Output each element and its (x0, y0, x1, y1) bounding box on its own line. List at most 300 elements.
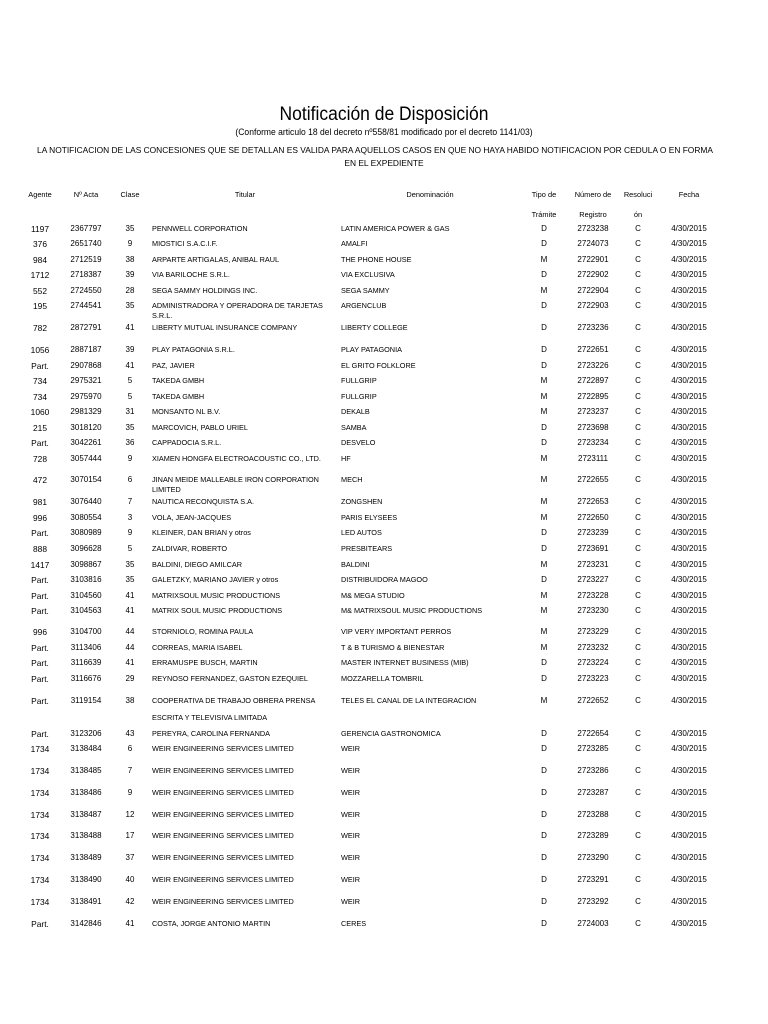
row-agente: 1734 (30, 744, 50, 754)
row-denominacion: THE PHONE HOUSE (341, 255, 412, 264)
row-acta: 3057444 (70, 454, 102, 463)
row-agente: 1060 (30, 407, 50, 417)
row-denominacion: LATIN AMERICA POWER & GAS (341, 224, 450, 233)
notice-text: LA NOTIFICACION DE LAS CONCESIONES QUE SE DETALLAN ES VALIDA PARA AQUELLOS CASOS EN QUE NO HAYA HABIDO NOTIFICACION POR CEDULA O EN FORMA (37, 145, 713, 155)
row-registro: 2724073 (577, 239, 609, 248)
row-resolucion: C (635, 544, 641, 553)
row-agente: 376 (33, 239, 47, 249)
row-resolucion: C (635, 255, 641, 264)
row-resolucion: C (635, 407, 641, 416)
row-tipo: D (541, 897, 547, 906)
row-denominacion: GERENCIA GASTRONOMICA (341, 729, 441, 738)
row-agente: 1734 (30, 788, 50, 798)
row-resolucion: C (635, 286, 641, 295)
row-fecha: 4/30/2015 (671, 643, 707, 652)
row-denominacion: MOZZARELLA TOMBRIL (341, 674, 424, 683)
row-registro: 2722654 (577, 729, 609, 738)
row-acta: 3119154 (70, 696, 102, 705)
row-tipo: D (541, 361, 547, 370)
row-agente: Part. (31, 643, 49, 653)
row-resolucion: C (635, 810, 641, 819)
row-clase: 35 (125, 301, 135, 310)
row-titular: WEIR ENGINEERING SERVICES LIMITED (152, 853, 294, 862)
row-fecha: 4/30/2015 (671, 897, 707, 906)
row-agente: Part. (31, 528, 49, 538)
col-header-titular: Titular (234, 190, 256, 199)
row-resolucion: C (635, 627, 641, 636)
row-resolucion: C (635, 643, 641, 652)
row-resolucion: C (635, 919, 641, 928)
row-titular: GALETZKY, MARIANO JAVIER y otros (152, 575, 279, 584)
row-resolucion: C (635, 475, 641, 484)
row-fecha: 4/30/2015 (671, 810, 707, 819)
row-registro: 2723238 (577, 224, 609, 233)
row-registro: 2723236 (577, 323, 609, 332)
col-header-resolucion: Resoluci (623, 190, 653, 199)
row-denominacion: FULLGRIP (341, 376, 377, 385)
row-fecha: 4/30/2015 (671, 919, 707, 928)
row-registro: 2723227 (577, 575, 609, 584)
row-acta: 3138488 (70, 831, 102, 840)
row-titular: MONSANTO NL B.V. (152, 407, 221, 416)
row-registro: 2722652 (577, 696, 609, 705)
row-agente: 195 (33, 301, 47, 311)
row-tipo: D (541, 810, 547, 819)
row-registro: 2723698 (577, 423, 609, 432)
row-tipo: M (540, 497, 548, 506)
row-resolucion: C (635, 513, 641, 522)
row-clase: 35 (125, 423, 135, 432)
row-registro: 2723290 (577, 853, 609, 862)
row-denominacion: AMALFI (341, 239, 368, 248)
row-acta: 3138487 (70, 810, 102, 819)
row-tipo: D (541, 239, 547, 248)
row-titular: PAZ, JAVIER (152, 361, 195, 370)
row-fecha: 4/30/2015 (671, 423, 707, 432)
row-clase: 29 (125, 674, 135, 683)
row-tipo: M (540, 627, 548, 636)
row-clase: 3 (127, 513, 133, 522)
row-tipo: M (540, 591, 548, 600)
row-tipo: M (540, 286, 548, 295)
row-acta: 3098867 (70, 560, 102, 569)
row-fecha: 4/30/2015 (671, 606, 707, 615)
row-agente: Part. (31, 729, 49, 739)
row-acta: 2367797 (70, 224, 102, 233)
col-header-fecha: Fecha (678, 190, 700, 199)
row-denominacion: PRESBITEARS (341, 544, 393, 553)
row-clase: 5 (127, 544, 133, 553)
row-denominacion: FULLGRIP (341, 392, 377, 401)
row-clase: 39 (125, 345, 135, 354)
row-titular: MATRIXSOUL MUSIC PRODUCTIONS (152, 591, 281, 600)
row-tipo: M (540, 513, 548, 522)
row-titular: JINAN MEIDE MALLEABLE IRON CORPORATION LIMITED (152, 475, 319, 494)
row-fecha: 4/30/2015 (671, 475, 707, 484)
row-titular-cont: ESCRITA Y TELEVISIVA LIMITADA (152, 713, 268, 722)
row-agente: Part. (31, 674, 49, 684)
row-clase: 35 (125, 560, 135, 569)
row-acta: 3138485 (70, 766, 102, 775)
row-denominacion: M& MEGA STUDIO (341, 591, 405, 600)
row-tipo: M (540, 475, 548, 484)
row-denominacion: WEIR (341, 897, 361, 906)
row-tipo: D (541, 438, 547, 447)
row-fecha: 4/30/2015 (671, 376, 707, 385)
row-registro: 2723239 (577, 528, 609, 537)
row-clase: 41 (125, 606, 135, 615)
row-resolucion: C (635, 454, 641, 463)
row-clase: 41 (125, 591, 135, 600)
row-titular: ERRAMUSPE BUSCH, MARTIN (152, 658, 258, 667)
row-clase: 44 (125, 627, 135, 636)
row-resolucion: C (635, 301, 641, 310)
row-denominacion: VIP VERY IMPORTANT PERROS (341, 627, 452, 636)
row-agente: 1734 (30, 853, 50, 863)
row-registro: 2723228 (577, 591, 609, 600)
row-fecha: 4/30/2015 (671, 788, 707, 797)
row-tipo: M (540, 392, 548, 401)
row-titular: BALDINI, DIEGO AMILCAR (152, 560, 243, 569)
row-tipo: D (541, 423, 547, 432)
row-fecha: 4/30/2015 (671, 831, 707, 840)
row-titular: ARPARTE ARTIGALAS, ANIBAL RAUL (152, 255, 280, 264)
row-clase: 35 (125, 575, 135, 584)
row-registro: 2723226 (577, 361, 609, 370)
row-fecha: 4/30/2015 (671, 392, 707, 401)
row-tipo: D (541, 744, 547, 753)
row-clase: 5 (127, 376, 133, 385)
row-acta: 3142846 (70, 919, 102, 928)
row-registro: 2723691 (577, 544, 609, 553)
row-denominacion: DEKALB (341, 407, 370, 416)
row-fecha: 4/30/2015 (671, 674, 707, 683)
row-agente: Part. (31, 575, 49, 585)
row-agente: Part. (31, 606, 49, 616)
row-tipo: D (541, 831, 547, 840)
row-registro: 2723292 (577, 897, 609, 906)
row-titular: WEIR ENGINEERING SERVICES LIMITED (152, 744, 294, 753)
row-clase: 28 (125, 286, 135, 295)
row-tipo: M (540, 407, 548, 416)
row-titular: WEIR ENGINEERING SERVICES LIMITED (152, 766, 294, 775)
row-agente: Part. (31, 438, 49, 448)
row-agente: 782 (33, 323, 47, 333)
row-resolucion: C (635, 853, 641, 862)
row-titular: CAPPADOCIA S.R.L. (152, 438, 222, 447)
row-acta: 2975321 (70, 376, 102, 385)
row-titular: WEIR ENGINEERING SERVICES LIMITED (152, 810, 294, 819)
row-resolucion: C (635, 658, 641, 667)
row-fecha: 4/30/2015 (671, 361, 707, 370)
row-fecha: 4/30/2015 (671, 407, 707, 416)
row-clase: 38 (125, 255, 135, 264)
col-header-denominacion: Denominación (406, 190, 454, 199)
row-registro: 2723230 (577, 606, 609, 615)
row-registro: 2722651 (577, 345, 609, 354)
col-header-registro: Número de (574, 190, 612, 199)
row-fecha: 4/30/2015 (671, 744, 707, 753)
row-titular: STORNIOLO, ROMINA PAULA (152, 627, 254, 636)
row-acta: 3138490 (70, 875, 102, 884)
row-clase: 17 (125, 831, 135, 840)
row-registro: 2722895 (577, 392, 609, 401)
row-acta: 3080989 (70, 528, 102, 537)
row-registro: 2722650 (577, 513, 609, 522)
row-clase: 42 (125, 897, 135, 906)
row-titular: COSTA, JORGE ANTONIO MARTIN (152, 919, 271, 928)
row-acta: 3070154 (70, 475, 102, 484)
row-titular: ZALDIVAR, ROBERTO (152, 544, 228, 553)
row-clase: 6 (127, 475, 133, 484)
row-registro: 2722902 (577, 270, 609, 279)
row-clase: 41 (125, 919, 135, 928)
row-titular: TAKEDA GMBH (152, 392, 205, 401)
row-registro: 2723111 (578, 454, 608, 463)
row-tipo: D (541, 788, 547, 797)
row-registro: 2723223 (577, 674, 609, 683)
row-fecha: 4/30/2015 (671, 513, 707, 522)
row-agente: 1734 (30, 831, 50, 841)
row-denominacion: T & B TURISMO & BIENESTAR (341, 643, 445, 652)
row-agente: 981 (33, 497, 47, 507)
row-acta: 3042261 (70, 438, 102, 447)
row-fecha: 4/30/2015 (671, 323, 707, 332)
row-titular: SEGA SAMMY HOLDINGS INC. (152, 286, 258, 295)
row-denominacion: LED AUTOS (341, 528, 382, 537)
row-tipo: M (540, 255, 548, 264)
row-fecha: 4/30/2015 (671, 766, 707, 775)
row-denominacion: LIBERTY COLLEGE (341, 323, 408, 332)
row-registro: 2723289 (577, 831, 609, 840)
row-resolucion: C (635, 696, 641, 705)
row-fecha: 4/30/2015 (671, 575, 707, 584)
row-acta: 3116676 (70, 674, 102, 683)
row-resolucion: C (635, 744, 641, 753)
row-clase: 37 (125, 853, 135, 862)
row-titular: CORREAS, MARIA ISABEL (152, 643, 243, 652)
row-denominacion: WEIR (341, 766, 361, 775)
row-resolucion: C (635, 560, 641, 569)
row-acta: 3138484 (70, 744, 102, 753)
row-agente: 1734 (30, 875, 50, 885)
row-denominacion: PARIS ELYSEES (341, 513, 398, 522)
row-denominacion: MASTER INTERNET BUSINESS (MIB) (341, 658, 469, 667)
row-resolucion: C (635, 361, 641, 370)
row-tipo: D (541, 674, 547, 683)
row-acta: 3104563 (70, 606, 102, 615)
row-registro: 2723285 (577, 744, 609, 753)
row-registro: 2722901 (577, 255, 609, 264)
row-fecha: 4/30/2015 (671, 591, 707, 600)
row-agente: 215 (33, 423, 47, 433)
row-registro: 2724003 (577, 919, 609, 928)
row-tipo: M (540, 454, 548, 463)
row-denominacion: M& MATRIXSOUL MUSIC PRODUCTIONS (341, 606, 483, 615)
row-tipo: D (541, 766, 547, 775)
row-resolucion: C (635, 376, 641, 385)
row-agente: 984 (33, 255, 47, 265)
row-registro: 2723291 (577, 875, 609, 884)
row-tipo: D (541, 544, 547, 553)
row-tipo: M (540, 376, 548, 385)
row-titular: NAUTICA RECONQUISTA S.A. (152, 497, 255, 506)
row-agente: 1197 (30, 224, 49, 234)
row-titular: COOPERATIVA DE TRABAJO OBRERA PRENSA (152, 696, 316, 705)
row-acta: 3104700 (70, 627, 102, 636)
row-resolucion: C (635, 392, 641, 401)
row-denominacion: EL GRITO FOLKLORE (341, 361, 416, 370)
row-fecha: 4/30/2015 (671, 497, 707, 506)
row-titular: MATRIX SOUL MUSIC PRODUCTIONS (152, 606, 283, 615)
row-denominacion: WEIR (341, 810, 361, 819)
row-resolucion: C (635, 897, 641, 906)
row-denominacion: WEIR (341, 744, 361, 753)
row-resolucion: C (635, 591, 641, 600)
row-fecha: 4/30/2015 (671, 658, 707, 667)
row-registro: 2722903 (577, 301, 609, 310)
row-acta: 2887187 (70, 345, 102, 354)
row-registro: 2723232 (577, 643, 609, 652)
row-resolucion: C (635, 788, 641, 797)
row-acta: 3018120 (70, 423, 102, 432)
row-agente: 1734 (30, 810, 50, 820)
row-titular: WEIR ENGINEERING SERVICES LIMITED (152, 875, 294, 884)
row-clase: 9 (127, 788, 133, 797)
col-header-resolucion-2: ón (633, 210, 643, 219)
row-titular: XIAMEN HONGFA ELECTROACOUSTIC CO., LTD. (152, 454, 321, 463)
row-tipo: D (541, 575, 547, 584)
row-denominacion: SEGA SAMMY (341, 286, 390, 295)
row-acta: 3096628 (70, 544, 102, 553)
row-clase: 9 (127, 239, 133, 248)
row-denominacion: TELES EL CANAL DE LA INTEGRACION (341, 696, 477, 705)
row-registro: 2723234 (577, 438, 609, 447)
row-denominacion: WEIR (341, 875, 361, 884)
row-agente: Part. (31, 591, 49, 601)
row-fecha: 4/30/2015 (671, 853, 707, 862)
row-resolucion: C (635, 766, 641, 775)
row-clase: 7 (127, 497, 133, 506)
row-resolucion: C (635, 528, 641, 537)
row-resolucion: C (635, 423, 641, 432)
row-registro: 2723237 (577, 407, 609, 416)
page-subtitle: (Conforme articulo 18 del decreto nº558/81 modificado por el decreto 1141/03) (235, 127, 533, 138)
row-acta: 3138489 (70, 853, 102, 862)
row-titular: MIOSTICI S.A.C.I.F. (152, 239, 218, 248)
row-agente: 888 (33, 544, 47, 554)
row-agente: Part. (31, 919, 49, 929)
row-agente: 728 (33, 454, 47, 464)
row-registro: 2723224 (577, 658, 609, 667)
row-denominacion: ZONGSHEN (341, 497, 383, 506)
row-titular: PENNWELL CORPORATION (152, 224, 248, 233)
row-tipo: D (541, 345, 547, 354)
row-tipo: M (540, 696, 548, 705)
row-titular: LIBERTY MUTUAL INSURANCE COMPANY (152, 323, 298, 332)
row-acta: 2744541 (70, 301, 102, 310)
row-tipo: D (541, 919, 547, 928)
row-resolucion: C (635, 497, 641, 506)
row-agente: 996 (33, 627, 47, 637)
row-fecha: 4/30/2015 (671, 345, 707, 354)
row-clase: 5 (127, 392, 133, 401)
row-acta: 3076440 (70, 497, 102, 506)
row-acta: 3123206 (70, 729, 102, 738)
row-clase: 43 (125, 729, 135, 738)
row-acta: 3103816 (70, 575, 102, 584)
row-denominacion: CERES (341, 919, 367, 928)
row-acta: 2718387 (70, 270, 102, 279)
row-resolucion: C (635, 674, 641, 683)
row-fecha: 4/30/2015 (671, 286, 707, 295)
row-resolucion: C (635, 831, 641, 840)
row-denominacion: WEIR (341, 788, 361, 797)
row-resolucion: C (635, 345, 641, 354)
row-agente: 1734 (30, 766, 50, 776)
row-fecha: 4/30/2015 (671, 270, 707, 279)
row-clase: 9 (127, 454, 133, 463)
row-registro: 2723229 (577, 627, 609, 636)
row-clase: 31 (125, 407, 135, 416)
row-registro: 2722655 (577, 475, 609, 484)
row-clase: 44 (125, 643, 135, 652)
row-fecha: 4/30/2015 (671, 627, 707, 636)
row-registro: 2723231 (577, 560, 609, 569)
row-acta: 2872791 (70, 323, 102, 332)
row-denominacion: SAMBA (341, 423, 367, 432)
row-clase: 39 (125, 270, 135, 279)
row-acta: 3138486 (70, 788, 102, 797)
row-tipo: D (541, 323, 547, 332)
row-agente: 1734 (30, 897, 50, 907)
row-titular: PLAY PATAGONIA S.R.L. (152, 345, 235, 354)
row-titular: KLEINER, DAN BRIAN y otros (152, 528, 251, 537)
row-tipo: D (541, 270, 547, 279)
row-tipo: D (541, 853, 547, 862)
row-registro: 2723288 (577, 810, 609, 819)
row-resolucion: C (635, 875, 641, 884)
row-registro: 2722904 (577, 286, 609, 295)
col-header-registro-2: Registro (579, 210, 607, 219)
row-denominacion: BALDINI (341, 560, 370, 569)
row-clase: 40 (125, 875, 135, 884)
row-titular: PEREYRA, CAROLINA FERNANDA (152, 729, 270, 738)
col-header-tipo: Tipo de (531, 190, 557, 199)
row-clase: 6 (127, 744, 133, 753)
row-agente: Part. (31, 361, 49, 371)
row-tipo: M (540, 606, 548, 615)
row-tipo: D (541, 301, 547, 310)
col-header-acta: Nº Acta (73, 190, 99, 199)
col-header-agente: Agente (28, 190, 52, 199)
row-resolucion: C (635, 239, 641, 248)
row-acta: 2975970 (70, 392, 102, 401)
row-denominacion: MECH (341, 475, 363, 484)
row-resolucion: C (635, 575, 641, 584)
row-titular: WEIR ENGINEERING SERVICES LIMITED (152, 788, 294, 797)
row-resolucion: C (635, 224, 641, 233)
row-fecha: 4/30/2015 (671, 544, 707, 553)
row-agente: 996 (33, 513, 47, 523)
row-resolucion: C (635, 606, 641, 615)
row-fecha: 4/30/2015 (671, 729, 707, 738)
row-titular: VIA BARILOCHE S.R.L. (152, 270, 230, 279)
row-titular: WEIR ENGINEERING SERVICES LIMITED (152, 897, 294, 906)
row-titular: MARCOVICH, PABLO URIEL (152, 423, 248, 432)
row-acta: 2712519 (70, 255, 102, 264)
row-tipo: D (541, 658, 547, 667)
